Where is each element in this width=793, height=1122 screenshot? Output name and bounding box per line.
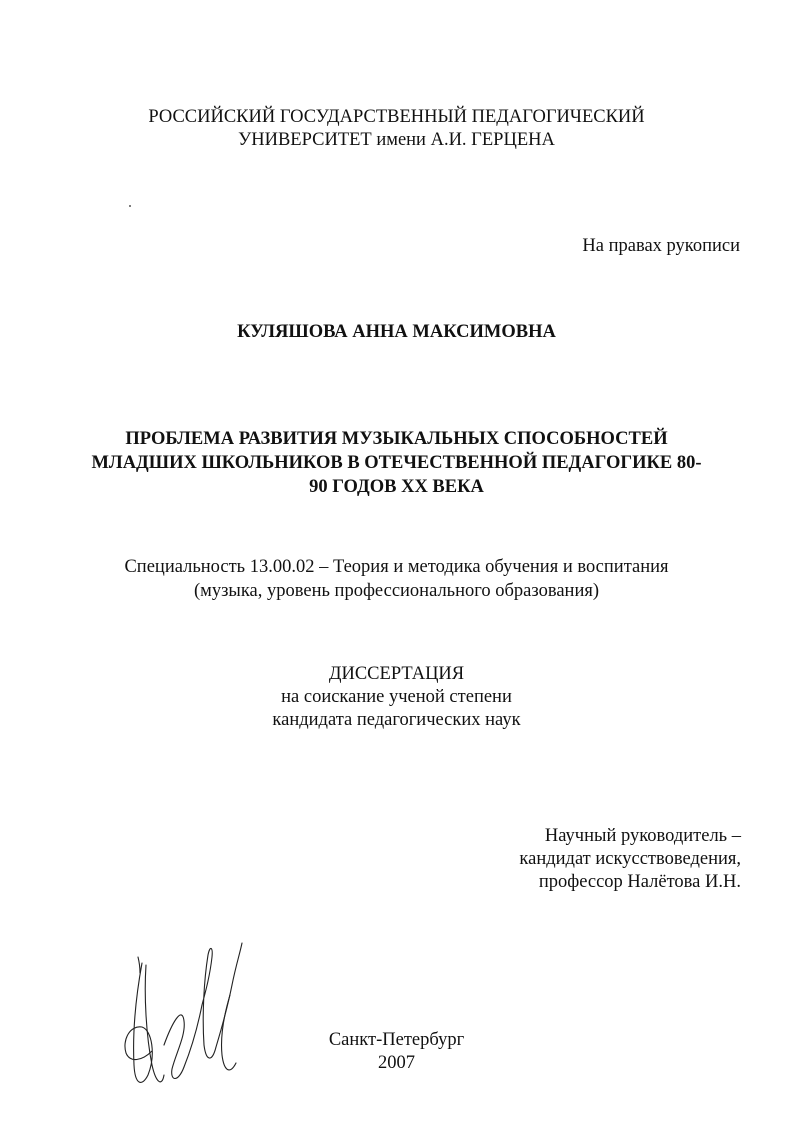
title-line-1: ПРОБЛЕМА РАЗВИТИЯ МУЗЫКАЛЬНЫХ СПОСОБНОСТЕЙ <box>125 429 668 449</box>
degree-line-2: кандидата педагогических наук <box>272 710 521 730</box>
dissertation-heading: ДИССЕРТАЦИЯ <box>328 664 465 684</box>
author-name: КУЛЯШОВА АННА МАКСИМОВНА <box>237 322 556 342</box>
supervisor-line-1: Научный руководитель – <box>544 826 741 846</box>
scan-speck <box>129 205 131 207</box>
supervisor-line-2: кандидат искусствоведения, <box>519 849 741 869</box>
place-city: Санкт-Петербург <box>328 1030 465 1050</box>
manuscript-note: На правах рукописи <box>582 236 740 256</box>
title-line-2: МЛАДШИХ ШКОЛЬНИКОВ В ОТЕЧЕСТВЕННОЙ ПЕДАГОГИКЕ 80- <box>91 453 702 473</box>
year: 2007 <box>378 1053 415 1073</box>
title-line-3: 90 ГОДОВ XX ВЕКА <box>309 477 484 497</box>
specialty-line-2: (музыка, уровень профессионального образования) <box>193 581 600 601</box>
university-name-line-2: УНИВЕРСИТЕТ имени А.И. ГЕРЦЕНА <box>238 130 555 150</box>
specialty-line-1: Специальность 13.00.02 – Теория и методика обучения и воспитания <box>124 557 669 577</box>
degree-line-1: на соискание ученой степени <box>281 687 512 707</box>
supervisor-line-3: профессор Налётова И.Н. <box>538 872 741 892</box>
university-name-line-1: РОССИЙСКИЙ ГОСУДАРСТВЕННЫЙ ПЕДАГОГИЧЕСКИЙ <box>148 107 645 127</box>
